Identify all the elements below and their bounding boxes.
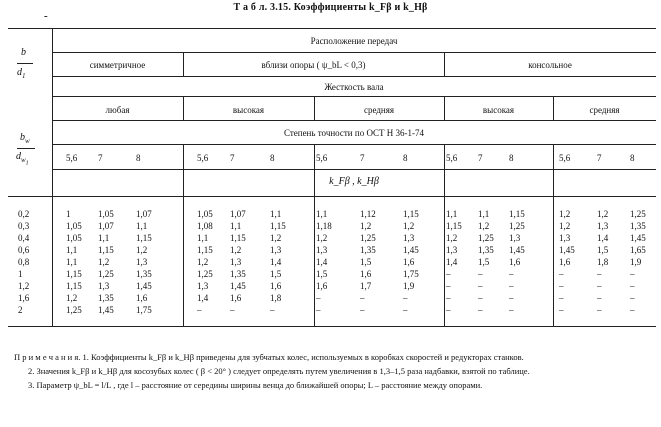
- table-cell: 1,8: [270, 293, 282, 303]
- table-cell: 1,1: [98, 233, 110, 243]
- table-cell: 1,15: [66, 281, 82, 291]
- table-cell: –: [559, 305, 564, 315]
- table-cell: 1,3: [98, 281, 110, 291]
- table-cell: 1,15: [197, 245, 213, 255]
- row-ratio: 1,2: [18, 281, 30, 291]
- table-cell: –: [597, 293, 602, 303]
- precision-col-4: 5,6: [197, 153, 209, 163]
- table-cell: 1,8: [597, 257, 609, 267]
- table-cell: –: [403, 305, 408, 315]
- table-cell: 1,45: [630, 233, 646, 243]
- table-cell: 1,35: [136, 269, 152, 279]
- table-cell: 1,75: [136, 305, 152, 315]
- table-cell: 1,35: [360, 245, 376, 255]
- table-cell: 1,3: [446, 245, 458, 255]
- row-label-bottom-bar: [17, 148, 35, 149]
- table-cell: 1,3: [559, 233, 571, 243]
- table-cell: –: [478, 269, 483, 279]
- table-cell: –: [559, 293, 564, 303]
- row-ratio: 0,3: [18, 221, 30, 231]
- location-symmetric: симметричное: [89, 60, 146, 70]
- precision-col-14: 7: [597, 153, 602, 163]
- table-cell: 1,12: [360, 209, 376, 219]
- row-label-d1: $d_1$: [17, 67, 26, 80]
- rule-table-bottom: [8, 326, 656, 327]
- table-cell: 1,1: [270, 209, 282, 219]
- table-cell: 1,35: [630, 221, 646, 231]
- table-cell: 1,5: [597, 245, 609, 255]
- table-cell: 1,4: [316, 257, 328, 267]
- table-cell: 1,25: [630, 209, 646, 219]
- gear-location-title: Расположение передач: [310, 36, 398, 46]
- table-cell: 1,2: [360, 221, 372, 231]
- table-cell: 1,25: [66, 305, 82, 315]
- table-cell: 1,05: [98, 209, 114, 219]
- table-cell: 1,6: [270, 281, 282, 291]
- table-cell: –: [316, 305, 321, 315]
- rule-group-1: [183, 144, 184, 326]
- table-cell: –: [403, 293, 408, 303]
- table-cell: 1,5: [360, 257, 372, 267]
- shaft-rigidity-title: Жесткость вала: [324, 82, 384, 92]
- row-ratio: 2: [18, 305, 23, 315]
- table-cell: 1,5: [316, 269, 328, 279]
- table-cell: 1,4: [270, 257, 282, 267]
- table-cell: 1,1: [478, 209, 490, 219]
- row-label-dw1: $d_{w_1}$: [16, 151, 29, 167]
- location-near-support: вблизи опоры ( ψ_bL < 0,3): [261, 60, 366, 70]
- table-cell: 1,15: [230, 233, 246, 243]
- table-cell: 1,08: [197, 221, 213, 231]
- table-cell: 1,3: [403, 233, 415, 243]
- row-ratio: 0,6: [18, 245, 30, 255]
- table-cell: 1,3: [509, 233, 521, 243]
- table-cell: 1,2: [98, 257, 110, 267]
- rigidity-medium-1: средняя: [363, 105, 395, 115]
- table-cell: 1,9: [403, 281, 415, 291]
- table-cell: 1,45: [136, 281, 152, 291]
- precision-col-1: 5,6: [66, 153, 78, 163]
- precision-col-9: 8: [403, 153, 408, 163]
- table-cell: 1,45: [559, 245, 575, 255]
- rigidity-medium-2: средняя: [589, 105, 620, 115]
- rule-location: [52, 52, 656, 53]
- table-cell: 1,15: [403, 209, 419, 219]
- table-cell: –: [270, 305, 275, 315]
- table-cell: 1,1: [316, 209, 328, 219]
- table-cell: 1,15: [66, 269, 82, 279]
- precision-col-13: 5,6: [559, 153, 571, 163]
- corner-dash: -: [44, 10, 48, 22]
- precision-col-7: 5,6: [316, 153, 328, 163]
- rigidity-high-2: высокая: [482, 105, 515, 115]
- table-cell: –: [597, 269, 602, 279]
- table-cell: –: [509, 305, 514, 315]
- table-cell: 1,07: [230, 209, 246, 219]
- table-cell: 1,6: [316, 281, 328, 291]
- coefficient-label: k_Fβ , k_Hβ: [329, 176, 379, 187]
- table-cell: 1,3: [597, 221, 609, 231]
- table-cell: –: [509, 293, 514, 303]
- table-cell: –: [360, 305, 365, 315]
- table-cell: 1,6: [136, 293, 148, 303]
- table-cell: –: [446, 293, 451, 303]
- table-cell: –: [509, 281, 514, 291]
- rule-precision: [52, 144, 656, 145]
- table-cell: 1,6: [360, 269, 372, 279]
- table-cell: 1,3: [136, 257, 148, 267]
- table-cell: 1,2: [230, 245, 242, 255]
- table-cell: 1,1: [446, 209, 458, 219]
- table-cell: 1,15: [509, 209, 525, 219]
- table-cell: 1,2: [197, 257, 209, 267]
- precision-col-2: 7: [98, 153, 103, 163]
- table-cell: 1,25: [509, 221, 525, 231]
- table-cell: 1,05: [197, 209, 213, 219]
- table-cell: 1,3: [197, 281, 209, 291]
- rule-header-bottom: [8, 196, 656, 197]
- location-cantilever: консольное: [528, 60, 572, 70]
- table-cell: 1,7: [360, 281, 372, 291]
- table-cell: –: [446, 281, 451, 291]
- table-cell: 1,2: [559, 221, 571, 231]
- table-cell: 1,15: [136, 233, 152, 243]
- table-cell: –: [316, 293, 321, 303]
- table-cell: 1,4: [597, 233, 609, 243]
- row-ratio: 1: [18, 269, 23, 279]
- table-cell: –: [478, 293, 483, 303]
- table-cell: –: [559, 281, 564, 291]
- table-cell: 1,45: [98, 305, 114, 315]
- table-cell: 1,5: [270, 269, 282, 279]
- table-cell: 1,18: [316, 221, 332, 231]
- rule-group-2: [314, 144, 315, 326]
- row-ratio: 0,8: [18, 257, 30, 267]
- precision-col-3: 8: [136, 153, 141, 163]
- table-cell: –: [597, 305, 602, 315]
- table-cell: 1,4: [446, 257, 458, 267]
- precision-col-8: 7: [360, 153, 365, 163]
- table-cell: –: [230, 305, 235, 315]
- table-cell: 1,1: [136, 221, 148, 231]
- table-cell: –: [197, 305, 202, 315]
- table-cell: 1,15: [98, 245, 114, 255]
- table-cell: –: [597, 281, 602, 291]
- table-cell: 1,2: [478, 221, 490, 231]
- table-cell: 1,4: [197, 293, 209, 303]
- precision-col-5: 7: [230, 153, 235, 163]
- table-cell: 1,45: [509, 245, 525, 255]
- table-cell: 1,05: [66, 221, 82, 231]
- precision-col-11: 7: [478, 153, 483, 163]
- precision-col-12: 8: [509, 153, 514, 163]
- table-cell: –: [559, 269, 564, 279]
- table-cell: 1,6: [403, 257, 415, 267]
- rule-rigidity-values: [52, 120, 656, 121]
- table-cell: 1,1: [230, 221, 242, 231]
- table-title: Т а б л. 3.15. Коэффициенты k_Fβ и k_Hβ: [233, 2, 428, 13]
- table-cell: –: [630, 293, 635, 303]
- table-cell: 1,3: [316, 245, 328, 255]
- row-ratio: 0,2: [18, 209, 30, 219]
- table-cell: 1,15: [270, 221, 286, 231]
- table-cell: 1,07: [136, 209, 152, 219]
- table-cell: 1,5: [478, 257, 490, 267]
- table-cell: 1,25: [197, 269, 213, 279]
- rigidity-any: любая: [105, 105, 130, 115]
- table-cell: 1,2: [136, 245, 148, 255]
- table-cell: 1,15: [446, 221, 462, 231]
- table-cell: 1,3: [270, 245, 282, 255]
- table-cell: 1,65: [630, 245, 646, 255]
- table-cell: 1,2: [446, 233, 458, 243]
- table-cell: –: [478, 305, 483, 315]
- table-cell: 1,2: [559, 209, 571, 219]
- rule-top: [8, 28, 656, 29]
- table-cell: 1,45: [403, 245, 419, 255]
- note-3: 3. Параметр ψ_bL = l/L , где l – расстояние от середины ширины венца до ближайшей опоры; L – расстояние между опорами.: [28, 380, 483, 390]
- rule-location-values: [52, 76, 656, 77]
- notes: [14, 352, 654, 390]
- table-cell: 1,2: [316, 233, 328, 243]
- table-cell: 1,6: [230, 293, 242, 303]
- precision-title: Степень точности по ОСТ Н 36-1-74: [283, 128, 425, 138]
- table-cell: –: [630, 269, 635, 279]
- row-label-bw: $b_w$: [20, 132, 30, 145]
- row-label-top-bar: [17, 63, 33, 64]
- table-cell: 1,6: [509, 257, 521, 267]
- rule-precision-values: [52, 169, 656, 170]
- table-cell: 1,25: [98, 269, 114, 279]
- table-cell: –: [360, 293, 365, 303]
- table-cell: –: [630, 281, 635, 291]
- table-cell: –: [509, 269, 514, 279]
- table-cell: 1,07: [98, 221, 114, 231]
- row-ratio: 0,4: [18, 233, 30, 243]
- table-cell: 1,1: [66, 257, 78, 267]
- table-cell: 1,2: [270, 233, 282, 243]
- table-cell: 1,1: [197, 233, 209, 243]
- rule-group-3: [444, 144, 445, 326]
- note-2: 2. Значения k_Fβ и k_Hβ для косозубых колес ( β < 20° ) следует определять путем увеличения в 1,3–1,5 раза надбавки, взятой по таблице.: [28, 366, 530, 376]
- table-cell: 1,35: [98, 293, 114, 303]
- table-cell: –: [630, 305, 635, 315]
- table-cell: 1,6: [559, 257, 571, 267]
- table-cell: 1,2: [66, 293, 78, 303]
- table-cell: 1,2: [597, 209, 609, 219]
- table-cell: –: [446, 305, 451, 315]
- table-cell: 1,75: [403, 269, 419, 279]
- table-cell: –: [446, 269, 451, 279]
- table-cell: 1,9: [630, 257, 642, 267]
- rule-rigidity: [52, 96, 656, 97]
- table-cell: 1,05: [66, 233, 82, 243]
- table-cell: 1,2: [403, 221, 415, 231]
- table-cell: 1,35: [230, 269, 246, 279]
- precision-col-10: 5,6: [446, 153, 458, 163]
- table-cell: 1,3: [230, 257, 242, 267]
- note-1: П р и м е ч а н и я. 1. Коэффициенты k_Fβ и k_Hβ приведены для зубчатых колес, используемых в коробках скоростей и редукторах станков.: [14, 352, 524, 362]
- table-cell: 1,1: [66, 245, 78, 255]
- table-cell: 1: [66, 209, 71, 219]
- precision-col-6: 8: [270, 153, 275, 163]
- table-cell: 1,25: [360, 233, 376, 243]
- table-cell: 1,45: [230, 281, 246, 291]
- precision-col-15: 8: [630, 153, 635, 163]
- table-cell: 1,35: [478, 245, 494, 255]
- rule-group-4: [553, 144, 554, 326]
- table-cell: –: [478, 281, 483, 291]
- rigidity-high-1: высокая: [232, 105, 265, 115]
- table-cell: 1,25: [478, 233, 494, 243]
- row-ratio: 1,6: [18, 293, 30, 303]
- row-label-b: b: [21, 47, 26, 58]
